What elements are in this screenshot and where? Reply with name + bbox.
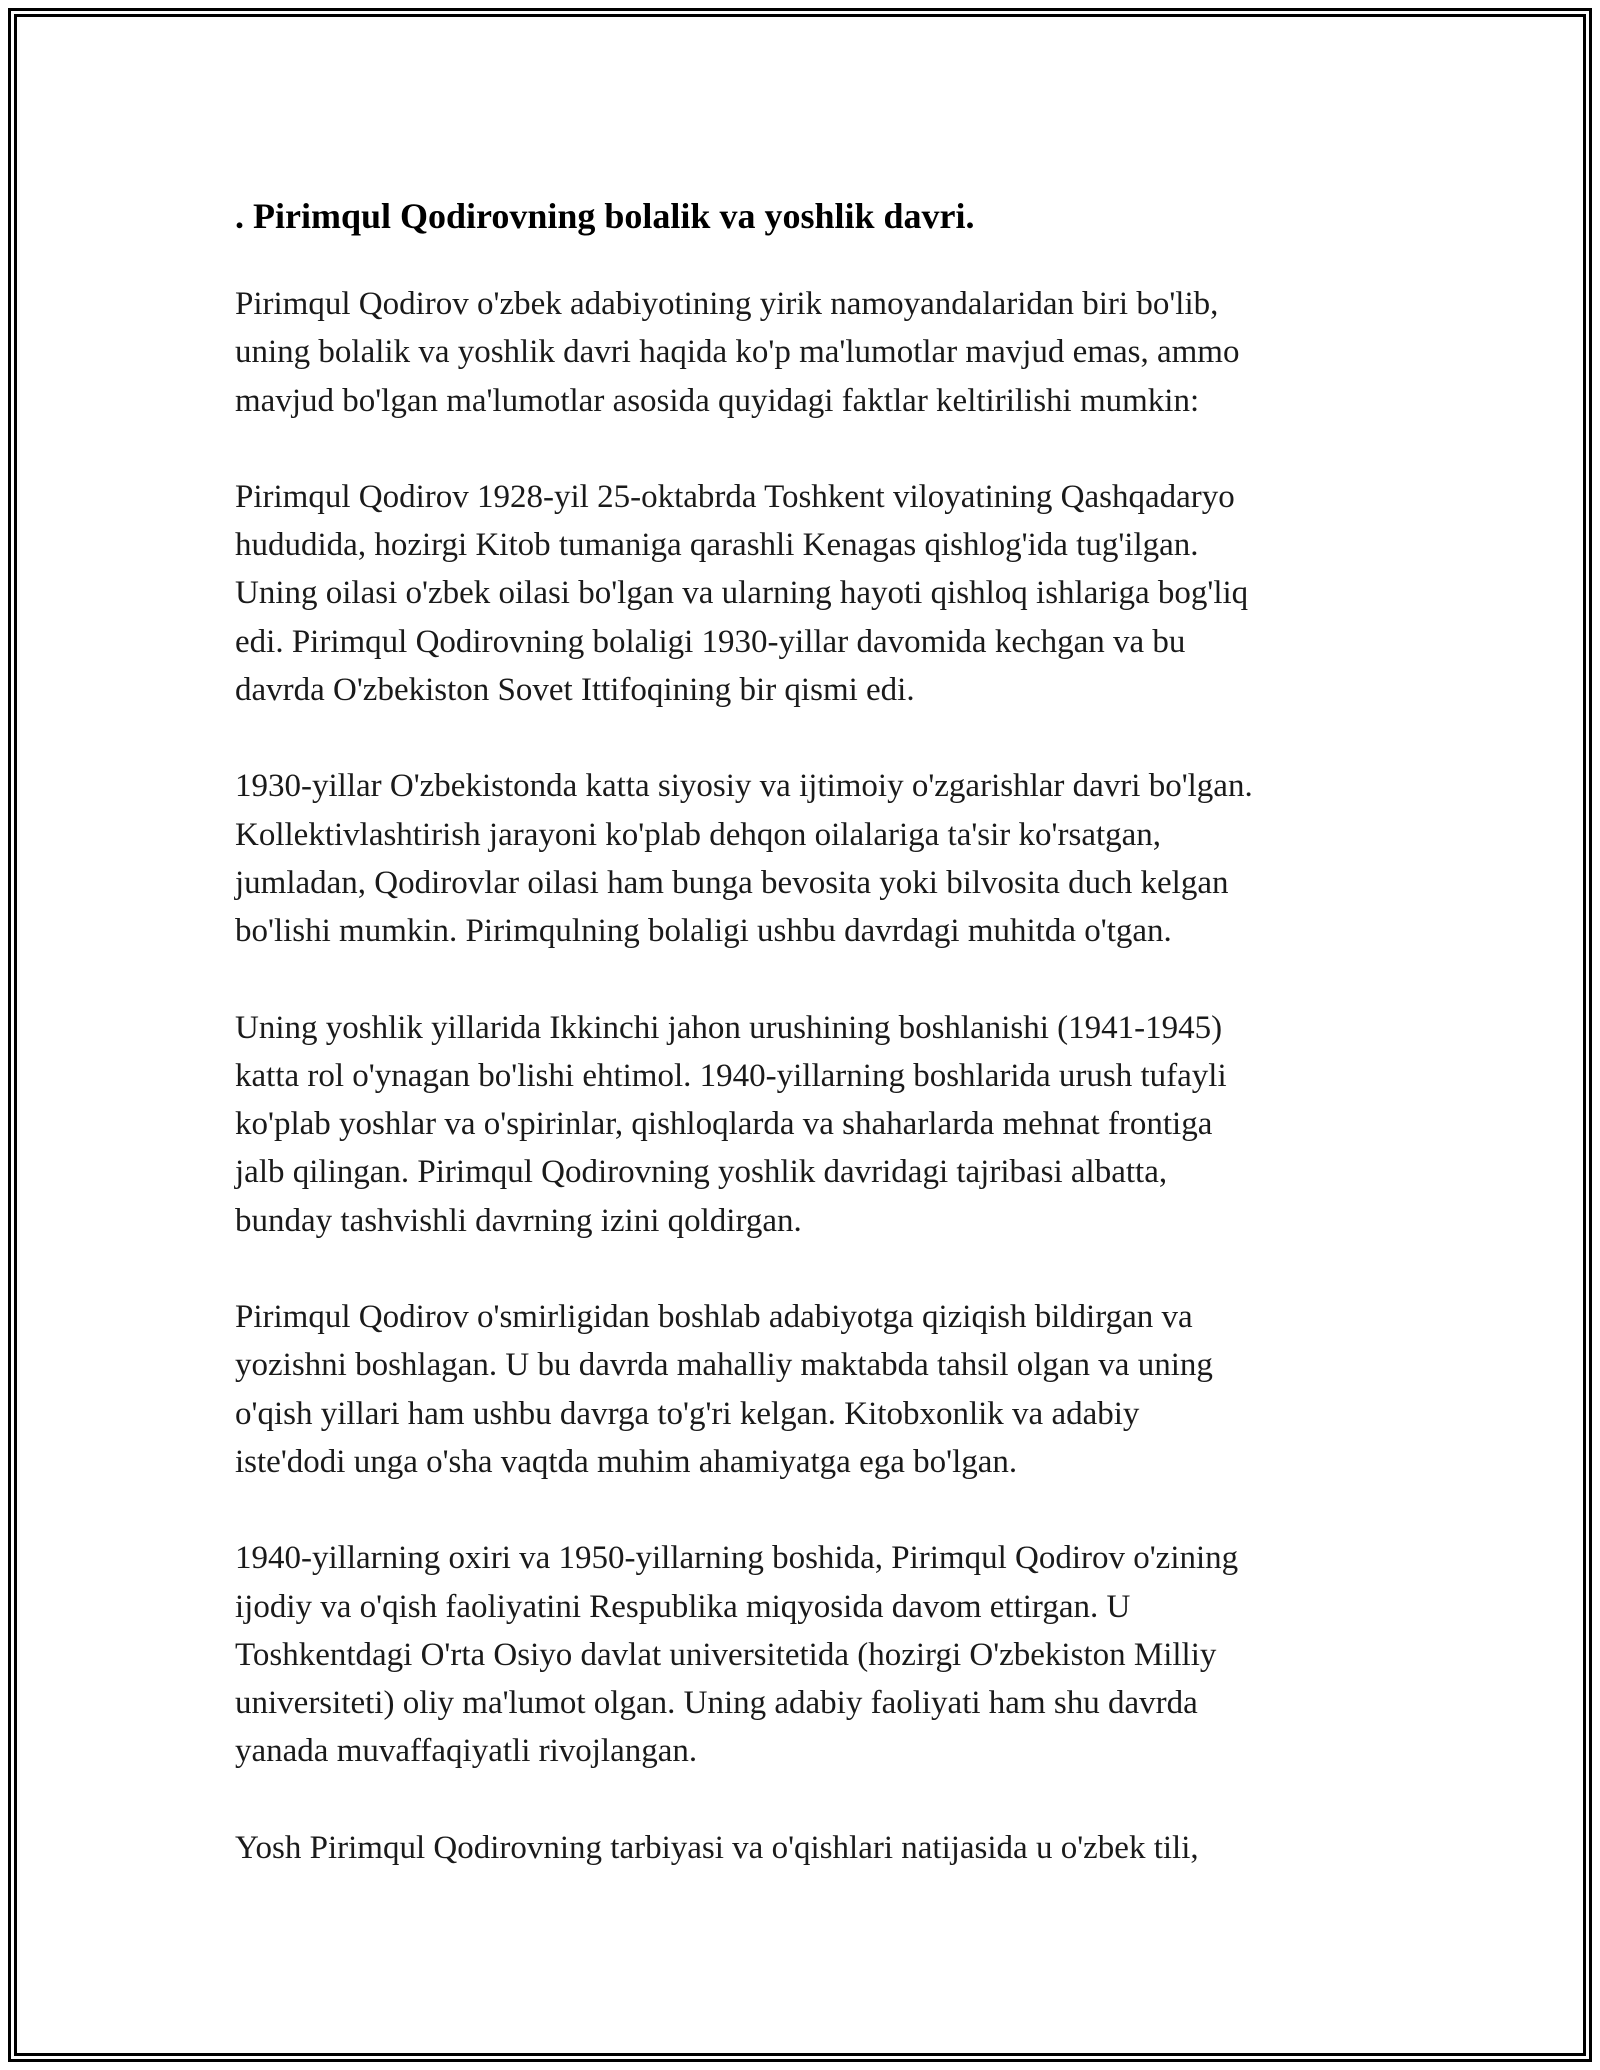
paragraph-line: katta rol o'ynagan bo'lishi ehtimol. 1940-yillarning boshlarida urush tufayli [235, 1057, 1227, 1094]
paragraph [235, 280, 1375, 425]
paragraph-line: edi. Pirimqul Qodirovning bolaligi 1930-yillar davomida kechgan va bu [235, 623, 1186, 660]
paragraph [235, 1824, 1375, 1872]
paragraph-line: ko'plab yoshlar va o'spirinlar, qishloqlarda va shaharlarda mehnat frontiga [235, 1106, 1213, 1143]
paragraph-line: uning bolalik va yoshlik davri haqida ko'p ma'lumotlar mavjud emas, ammo [235, 334, 1240, 371]
paragraph-line: davrda O'zbekiston Sovet Ittifoqining bir qismi edi. [235, 672, 915, 709]
paragraph-line: Kollektivlashtirish jarayoni ko'plab dehqon oilalariga ta'sir ko'rsatgan, [235, 816, 1162, 853]
paragraph-line: bo'lishi mumkin. Pirimqulning bolaligi ushbu davrdagi muhitda o'tgan. [235, 913, 1172, 950]
paragraph-line: universiteti) oliy ma'lumot olgan. Uning adabiy faoliyati ham shu davrda [235, 1685, 1198, 1722]
paragraph-line: iste'dodi unga o'sha vaqtda muhim ahamiyatga ega bo'lgan. [235, 1443, 1018, 1480]
paragraph-line: jumladan, Qodirovlar oilasi ham bunga bevosita yoki bilvosita duch kelgan [235, 864, 1229, 901]
paragraph [235, 1004, 1375, 1245]
paragraph-line: hududida, hozirgi Kitob tumaniga qarashli Kenagas qishlog'ida tug'ilgan. [235, 527, 1199, 564]
paragraph-line: bunday tashvishli davrning izini qoldirgan. [235, 1202, 802, 1239]
paragraph-line: 1930-yillar O'zbekistonda katta siyosiy va ijtimoiy o'zgarishlar davri bo'lgan. [235, 768, 1253, 805]
paragraph-line: Toshkentdagi O'rta Osiyo davlat universitetida (hozirgi O'zbekiston Milliy [235, 1636, 1217, 1673]
paragraph-line: Uning oilasi o'zbek oilasi bo'lgan va ularning hayoti qishloq ishlariga bog'liq [235, 575, 1249, 612]
paragraph-line: o'qish yillari ham ushbu davrga to'g'ri kelgan. Kitobxonlik va adabiy [235, 1395, 1140, 1432]
paragraph-line: Pirimqul Qodirov o'smirligidan boshlab adabiyotga qiziqish bildirgan va [235, 1299, 1193, 1336]
paragraph [235, 762, 1375, 955]
paragraph [235, 1534, 1375, 1775]
paragraph-line: ijodiy va o'qish faoliyatini Respublika miqyosida davom ettirgan. U [235, 1588, 1131, 1625]
paragraph-line: 1940-yillarning oxiri va 1950-yillarning boshida, Pirimqul Qodirov o'zining [235, 1540, 1239, 1577]
document-body [235, 188, 1375, 1920]
document-title: . Pirimqul Qodirovning bolalik va yoshlik davri. [235, 196, 975, 236]
paragraph [235, 473, 1375, 714]
paragraph-list [235, 280, 1375, 1872]
paragraph-line: Pirimqul Qodirov o'zbek adabiyotining yirik namoyandalaridan biri bo'lib, [235, 286, 1219, 322]
paragraph [235, 1293, 1375, 1486]
paragraph-line: yanada muvaffaqiyatli rivojlangan. [235, 1733, 698, 1770]
paragraph-line: jalb qilingan. Pirimqul Qodirovning yoshlik davridagi tajribasi albatta, [235, 1154, 1168, 1191]
paragraph-line: yozishni boshlagan. U bu davrda mahalliy maktabda tahsil olgan va uning [235, 1347, 1213, 1384]
paragraph-line: mavjud bo'lgan ma'lumotlar asosida quyidagi faktlar keltirilishi mumkin: [235, 382, 1200, 419]
paragraph-line: Yosh Pirimqul Qodirovning tarbiyasi va o'qishlari natijasida u o'zbek tili, [235, 1829, 1199, 1866]
paragraph-line: Pirimqul Qodirov 1928-yil 25-oktabrda Toshkent viloyatining Qashqadaryo [235, 478, 1235, 515]
paragraph-line: Uning yoshlik yillarida Ikkinchi jahon urushining boshlanishi (1941-1945) [235, 1009, 1223, 1046]
